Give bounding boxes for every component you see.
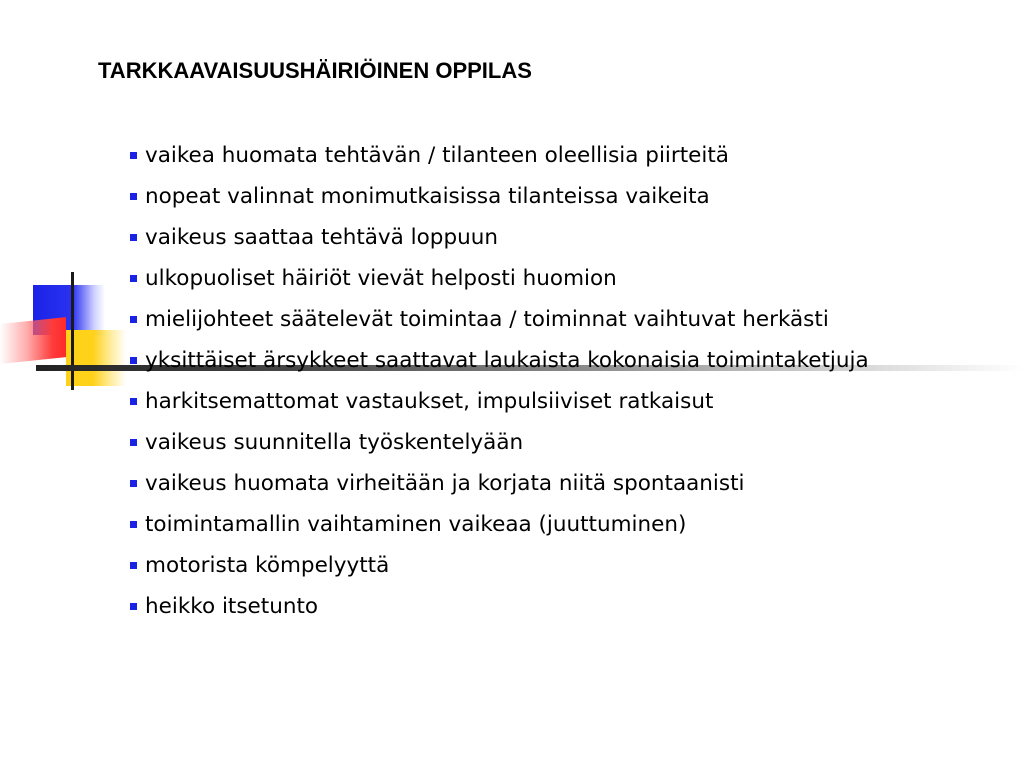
bullet-text: ulkopuoliset häiriöt vievät helposti huomion xyxy=(145,266,617,291)
bullet-text: vaikeus huomata virheitään ja korjata niitä spontaanisti xyxy=(145,471,745,496)
square-bullet-icon xyxy=(130,603,137,610)
bullet-text: nopeat valinnat monimutkaisissa tilanteissa vaikeita xyxy=(145,184,710,209)
square-bullet-icon xyxy=(130,480,137,487)
list-item xyxy=(130,220,870,256)
list-item xyxy=(130,343,870,379)
bullet-text: vaikeus saattaa tehtävä loppuun xyxy=(145,225,498,250)
list-item xyxy=(130,384,870,420)
square-bullet-icon xyxy=(130,398,137,405)
square-bullet-icon xyxy=(130,234,137,241)
list-item xyxy=(130,138,870,174)
square-bullet-icon xyxy=(130,193,137,200)
list-item xyxy=(130,179,870,215)
list-item xyxy=(130,507,870,543)
list-item xyxy=(130,302,870,338)
square-bullet-icon xyxy=(130,275,137,282)
decorative-yellow-square xyxy=(66,330,126,386)
decorative-vertical-line xyxy=(71,272,74,390)
slide-title: TARKKAAVAISUUSHÄIRIÖINEN OPPILAS xyxy=(98,58,532,83)
square-bullet-icon xyxy=(130,152,137,159)
bullet-text: heikko itsetunto xyxy=(145,594,319,619)
decorative-red-square xyxy=(0,317,66,364)
bullet-text: vaikea huomata tehtävän / tilanteen oleellisia piirteitä xyxy=(145,143,729,168)
square-bullet-icon xyxy=(130,521,137,528)
square-bullet-icon xyxy=(130,439,137,446)
bullet-text: yksittäiset ärsykkeet saattavat laukaista kokonaisia toimintaketjuja xyxy=(145,348,869,373)
list-item xyxy=(130,261,870,297)
bullet-text: mielijohteet säätelevät toimintaa / toiminnat vaihtuvat herkästi xyxy=(145,307,829,332)
bullet-text: motorista kömpelyyttä xyxy=(145,553,390,578)
square-bullet-icon xyxy=(130,316,137,323)
list-item xyxy=(130,466,870,502)
bullet-text: harkitsemattomat vastaukset, impulsiiviset ratkaisut xyxy=(145,389,714,414)
bullet-text: vaikeus suunnitella työskentelyään xyxy=(145,430,524,455)
bullet-list xyxy=(130,138,870,630)
square-bullet-icon xyxy=(130,357,137,364)
list-item xyxy=(130,589,870,625)
square-bullet-icon xyxy=(130,562,137,569)
list-item xyxy=(130,425,870,461)
bullet-text: toimintamallin vaihtaminen vaikeaa (juuttuminen) xyxy=(145,512,687,537)
list-item xyxy=(130,548,870,584)
